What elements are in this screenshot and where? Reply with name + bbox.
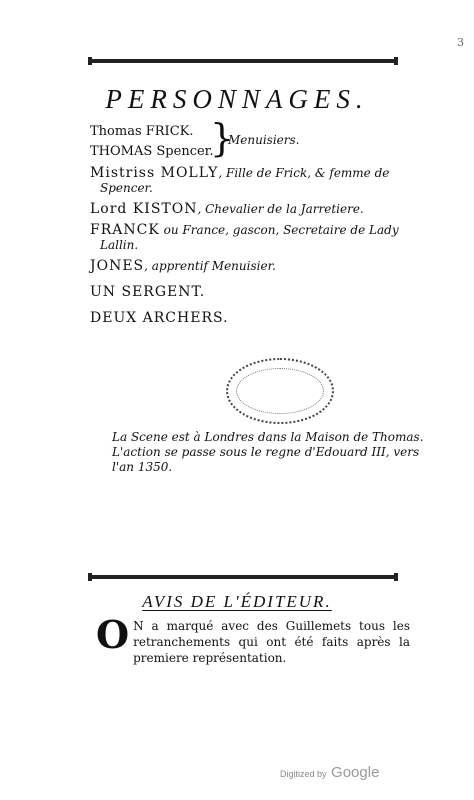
cast-desc: , apprentif Menuisier.	[144, 259, 276, 273]
page-mark: 3	[457, 36, 464, 49]
brace-icon: }	[210, 116, 235, 160]
cast-entry	[90, 259, 430, 274]
ornament-rule-middle	[88, 573, 398, 581]
cast-other: UN SERGENT.	[90, 284, 206, 300]
avis-text	[96, 612, 410, 666]
cast-member: THOMAS Spencer.	[90, 144, 214, 159]
cast-desc-cont: Spencer.	[100, 181, 153, 195]
cast-entry	[90, 223, 430, 253]
scene-note: La Scene est à Londres dans la Maison de Thomas. L'action se passe sous le regne d'Edouard III, vers l'an 1350.	[112, 430, 424, 474]
ornament-rule-top	[88, 57, 398, 65]
personnages-heading: PERSONNAGES.	[105, 84, 369, 114]
cast-name: FRANCK	[90, 222, 160, 238]
cast-desc: ou France, gascon, Secretaire de Lady	[159, 223, 399, 237]
cast-member: Thomas FRICK.	[90, 124, 194, 139]
cast-other: DEUX ARCHERS.	[90, 310, 229, 326]
cast-name: JONES	[90, 258, 145, 274]
drop-cap: O	[96, 612, 130, 657]
cast-desc: , Chevalier de la Jarretiere.	[197, 202, 364, 216]
cast-entry	[90, 166, 430, 196]
cast-name: Lord KISTON	[90, 201, 198, 217]
digitized-watermark	[280, 764, 379, 781]
cast-entry	[90, 202, 430, 217]
avis-body: N a marqué avec des Guillemets tous les retranchements qui ont été faits après la premiere représentation.	[133, 619, 410, 665]
cast-brace-group	[90, 116, 430, 160]
library-stamp	[226, 358, 334, 424]
cast-desc-cont: Lallin.	[100, 238, 139, 252]
cast-desc: , Fille de Frick, & femme de	[218, 166, 390, 180]
avis-heading: AVIS DE L'ÉDITEUR.	[142, 592, 332, 611]
cast-list	[90, 116, 430, 326]
watermark-brand: Google	[331, 764, 380, 781]
cast-name: Mistriss MOLLY	[90, 165, 219, 181]
watermark-prefix: Digitized by	[280, 769, 327, 779]
brace-role: Menuisiers.	[228, 133, 300, 147]
